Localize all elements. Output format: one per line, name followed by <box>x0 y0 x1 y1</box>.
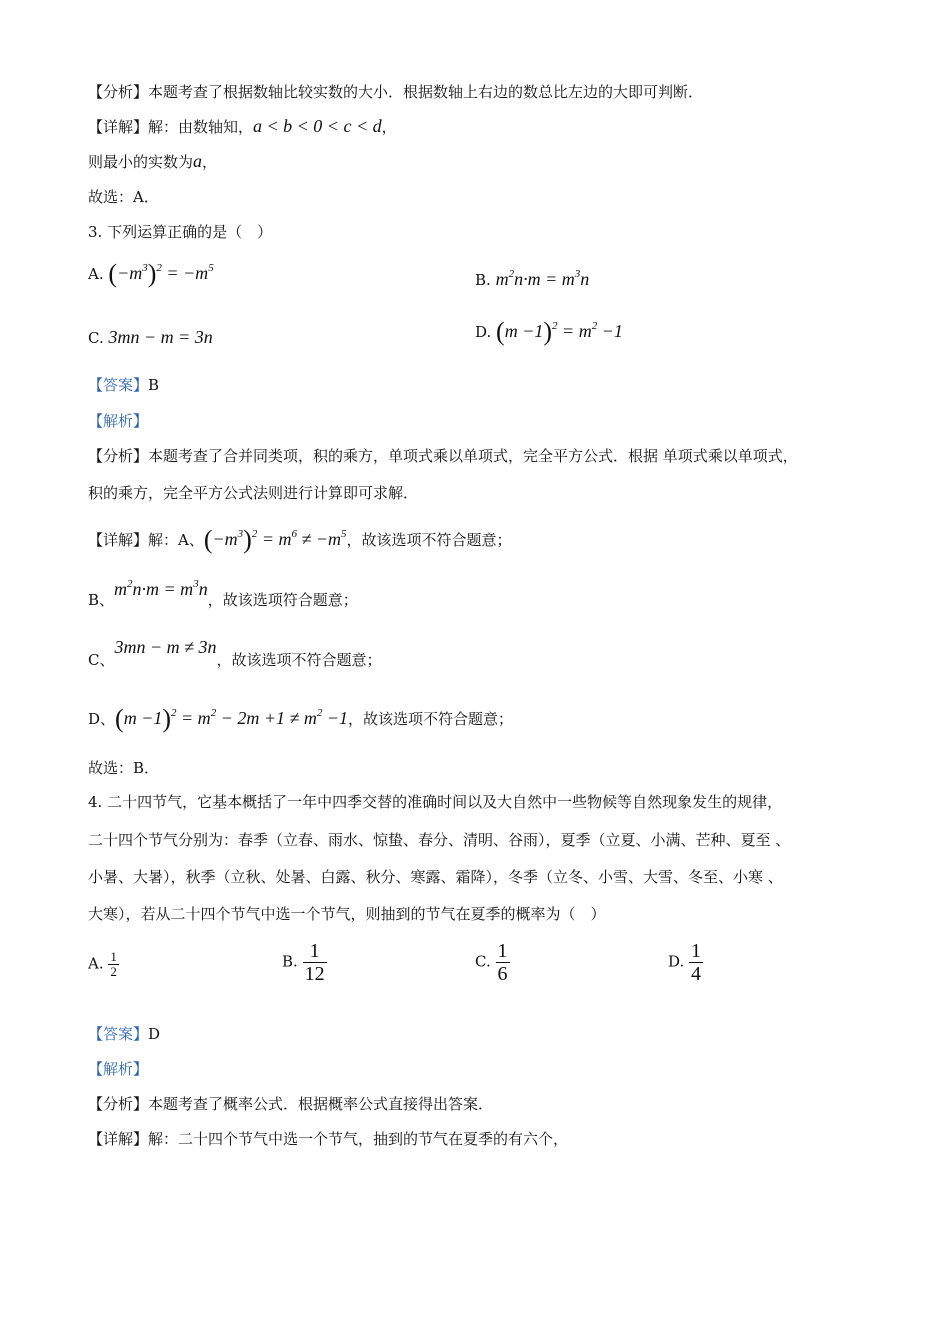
question-4-line-2: 二十四个节气分别为：春季（立春、雨水、惊蛰、春分、清明、谷雨），夏季（立夏、小满、芒种、夏至 、 <box>88 831 791 849</box>
q3-detail-a: 【详解】解：A、$(-m^3)^2 = m^6 \ne -m^5$，故该选项不符合题意； <box>88 525 512 554</box>
q3-option-c: C. 3mn − m = 3n <box>88 327 213 347</box>
q3-detail-d: D、$(m -1)^2 = m^2 - 2m +1 \ne m^2 -1$，故该选项不符合题意； <box>88 704 514 733</box>
q3-option-d: D. $(m -1)^2 = m^2 -1$ <box>475 317 623 346</box>
q4-detail: 【详解】解：二十四个节气中选一个节气，抽到的节气在夏季的有六个， <box>88 1130 569 1148</box>
q4-option-d: D. $\frac{1}{4}$ <box>668 940 702 985</box>
detail-line: 【详解】解：由数轴知，a < b < 0 < c < d， <box>88 116 397 136</box>
analysis-line: 【分析】本题考查了根据数轴比较实数的大小．根据数轴上右边的数总比左边的大即可判断． <box>88 83 704 101</box>
question-4-line-1: 4. 二十四节气，它基本概括了一年中四季交替的准确时间以及大自然中一些物候等自然现象发生的规律， <box>88 793 783 811</box>
q4-answer: 【答案】D <box>88 1025 161 1043</box>
choice-line: 故选：A． <box>88 188 159 206</box>
q3-detail-c: C、3mn − m ≠ 3n，故该选项不符合题意； <box>88 637 382 669</box>
q4-option-a: A. $\frac{1}{2}$ <box>88 949 117 979</box>
q3-analysis-tag: 【解析】 <box>88 412 149 430</box>
inequality-expression: a < b < 0 < c < d <box>253 116 382 136</box>
question-4-line-3: 小暑、大暑），秋季（立秋、处暑、白露、秋分、寒露、霜降），冬季（立冬、小雪、大雪、冬至、小寒 、 <box>88 868 783 886</box>
q4-option-b: B. $\frac{1}{12}$ <box>282 940 325 985</box>
q4-analysis: 【分析】本题考查了概率公式．根据概率公式直接得出答案． <box>88 1095 494 1113</box>
conclusion-line: 则最小的实数为a， <box>88 151 218 171</box>
q3-final: 故选：B． <box>88 759 160 777</box>
q3-analysis-line-2: 积的乘方，完全平方公式法则进行计算即可求解． <box>88 484 419 502</box>
q3-detail-b: B、$m^2n\cdot m = m^3n$，故该选项符合题意； <box>88 578 358 609</box>
q3-analysis-line-1: 【分析】本题考查了合并同类项，积的乘方，单项式乘以单项式，完全平方公式．根据 单项式乘以单项式， <box>88 447 798 465</box>
q3-answer: 【答案】B <box>88 376 160 394</box>
question-4-line-4: 大寒），若从二十四个节气中选一个节气，则抽到的节气在夏季的概率为（ ） <box>88 905 606 923</box>
q3-option-a: A. $(-m^3)^2 = -m^5$ <box>88 259 214 288</box>
q3-option-b: B. $m^2n\cdot m = m^3n$ <box>475 268 590 289</box>
q4-analysis-tag: 【解析】 <box>88 1060 149 1078</box>
q4-option-c: C. $\frac{1}{6}$ <box>475 940 508 985</box>
question-3-stem: 3. 下列运算正确的是（ ） <box>88 223 273 241</box>
